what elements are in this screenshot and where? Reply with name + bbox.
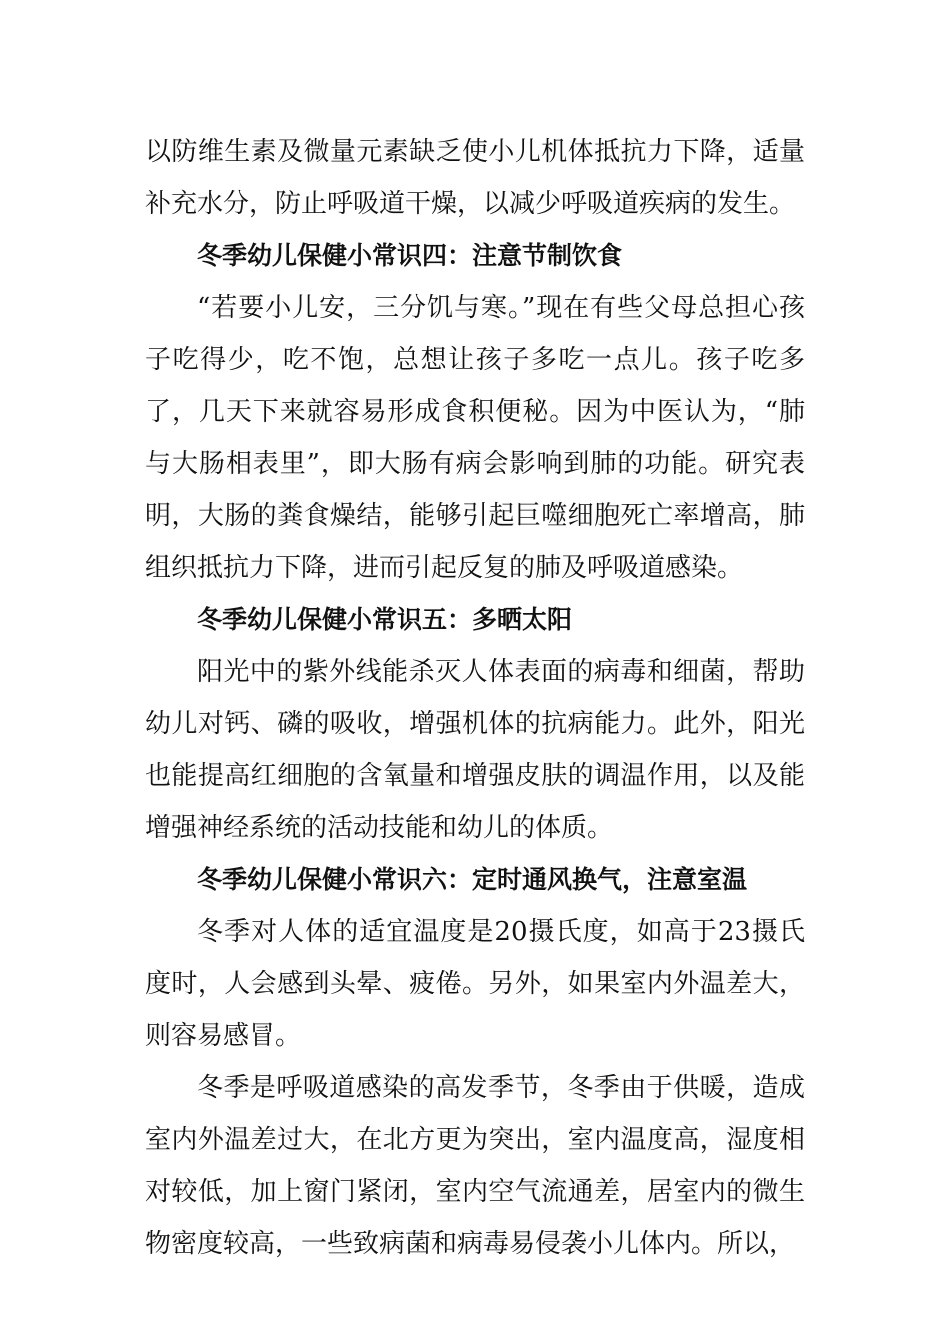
heading-tip-six: 冬季幼儿保健小常识六：定时通风换气，注意室温 (197, 865, 748, 894)
paragraph-sunlight: 阳光中的紫外线能杀灭人体表面的病毒和细菌，帮助幼儿对钙、磷的吸收，增强机体的抗病能力。此外，阳光也能提高红细胞的含氧量和增强皮肤的调温作用，以及能增强神经系统的活动技能和幼儿的体质。 (145, 657, 805, 843)
paragraph-temperature: 冬季对人体的适宜温度是20摄氏度，如高于23摄氏度时，人会感到头晕、疲倦。另外，如果室内外温差大，则容易感冒。 (145, 917, 805, 1051)
paragraph-diet: “若要小儿安，三分饥与寒。”现在有些父母总担心孩子吃得少，吃不饱，总想让孩子多吃一点儿。孩子吃多了，几天下来就容易形成食积便秘。因为中医认为，“肺与大肠相表里”，即大肠有病会影响到肺的功能。研究表明，大肠的粪食燥结，能够引起巨噬细胞死亡率增高，肺组织抵抗力下降，进而引起反复的肺及呼吸道感染。 (145, 293, 805, 583)
document-body (145, 126, 805, 1270)
paragraph-ventilation: 冬季是呼吸道感染的高发季节，冬季由于供暖，造成室内外温差过大，在北方更为突出，室内温度高，湿度相对较低，加上窗门紧闭，室内空气流通差，居室内的微生物密度较高，一些致病菌和病毒易侵袭小儿体内。所以， (145, 1073, 805, 1259)
heading-tip-four: 冬季幼儿保健小常识四：注意节制饮食 (197, 241, 623, 270)
heading-tip-five: 冬季幼儿保健小常识五：多晒太阳 (197, 605, 573, 634)
paragraph-vitamins-continuation: 以防维生素及微量元素缺乏使小儿机体抵抗力下降，适量补充水分，防止呼吸道干燥，以减少呼吸道疾病的发生。 (145, 137, 805, 219)
